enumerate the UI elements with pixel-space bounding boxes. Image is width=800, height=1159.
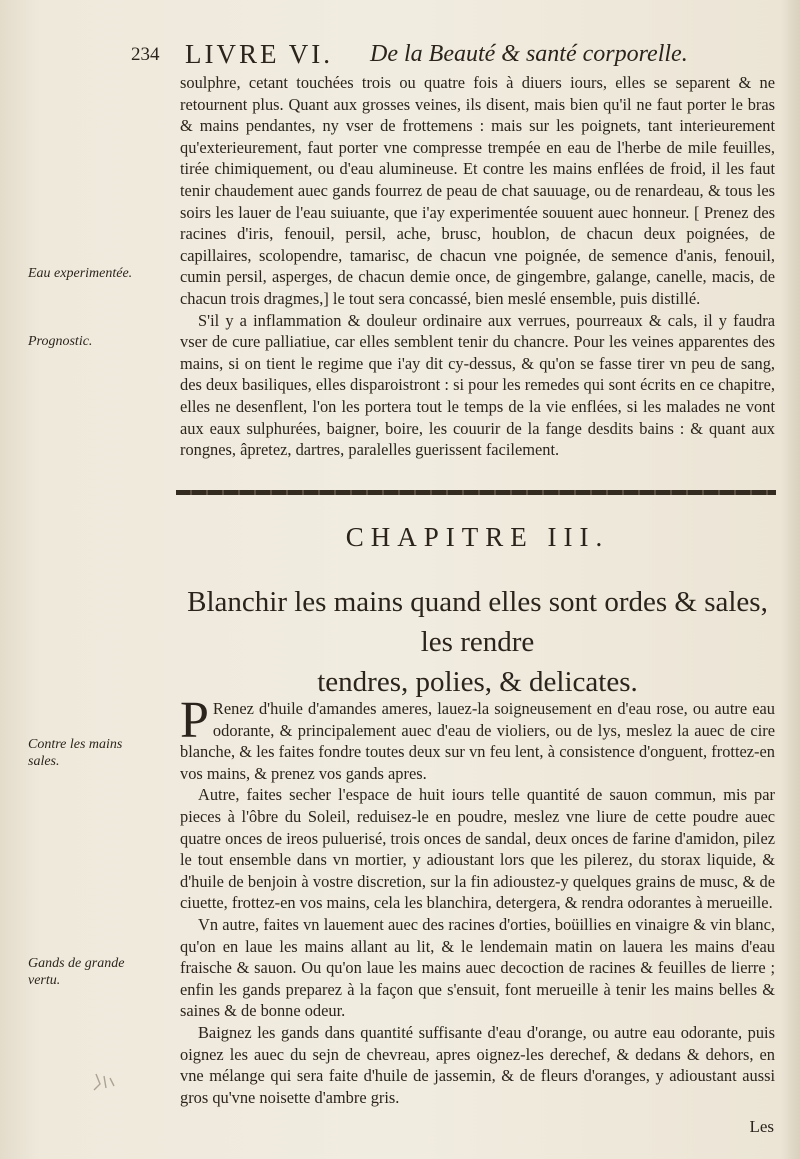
margin-note-eau: Eau experimentée. (28, 266, 133, 281)
chapter-heading: CHAPITRE III. (345, 522, 610, 552)
paragraph: Vn autre, faites vn lauement auec des racines d'orties, boüillies en vinaigre & vin blanc, qu'on en laue les mains allant au lit, & le lendemain matin on lauera les mains d'eau fraische & sauon. Ou qu'on laue les mains auec decoction de racines & feuilles de lierre ; enfin les gands preparez à la façon que s'ensuit, font merueille à tenir les mains belles & saines & de bonne odeur. (180, 914, 775, 1021)
top-text-block (180, 72, 775, 461)
chapter-title-line: Blanchir les mains quand elles sont ordes & sales, les rendre (187, 586, 768, 658)
paragraph: soulphre, cetant touchées trois ou quatre fois à diuers iours, elles se separent & ne retournent plus. Quant aux grosses veines, ils disent, mais bien qu'il ne faut porter le bras & mains pendantes, ny vser de frottemens : mais sur les poignets, tant interieurement qu'exterieurement, faut porter vne compresse trempée en eau de l'herbe de mile feuilles, tirée chimiquement, ou d'eau alumineuse. Et contre les mains enflées de froid, il les faut tenir chaudement auec gands fourrez de peau de chat sauuage, ou de renardeau, & tous les soirs les lauer de l'eau suiuante, que i'ay experimentée souuent auec honneur. [ Prenez des racines d'iris, fenouil, persil, ache, brusc, houblon, de chacun deux poignées, de capillaires, scolopendre, tamarisc, de chacun vne poignée, de semence d'anis, fenouil, cumin persil, asperges, de chacun demie once, de gingembre, galange, canelle, macis, de chacun trois dragmes,] le tout sera concassé, bien meslé ensemble, puis distillé. (180, 73, 775, 308)
book-label: LIVRE VI. (185, 39, 333, 69)
ornamental-rule (176, 490, 776, 495)
paragraph: Baignez les gands dans quantité suffisante d'eau d'orange, ou autre eau odorante, puis oignez les auec du sejn de chevreau, apres oignez-les derechef, & dedans & dehors, en vne mélange qui sera faite d'huile de jassemin, & de fleurs d'oranges, y adioustant aussi gros qu'vne noisette d'ambre gris. (180, 1022, 775, 1107)
margin-note-contre: Contre les mains sales. (28, 737, 123, 769)
paragraph-text: Renez d'huile d'amandes ameres, lauez-la soigneusement en d'eau rose, ou autre eau odorante, & principalement auec d'eau de violiers, ou de lys, meslez la auec de cire blanche, & les faites fondre toutes deux sur vn feu lent, à consistence d'onguent, frottez-en vos mains, & prenez vos gands apres. (180, 699, 775, 783)
running-title: De la Beauté & santé corporelle. (370, 41, 688, 67)
page-number: 234 (131, 44, 160, 65)
margin-note-gands: Gands de grande vertu. (28, 956, 125, 988)
ink-smudge-icon (90, 1070, 120, 1096)
catchword: Les (749, 1117, 774, 1136)
margin-note-prognostic: Prognostic. (28, 334, 93, 349)
paragraph: Autre, faites secher l'espace de huit iours telle quantité de sauon commun, mis par pieces à l'ôbre du Soleil, reduisez-le en poudre, meslez vne liure de cette poudre auec quatre onces de ireos puluerisé, trois onces de sandal, deux onces de farine d'amidon, pilez le tout ensemble dans vn mortier, y adioustant lors que les pilerez, du storax liquide, & d'huile de benjoin à vostre discretion, sur la fin adioustez-y quelques grains de musc, & de ciuette, frottez-en vos mains, cela les blanchira, detergera, & rendra odorantes à merueille. (180, 785, 775, 913)
paragraph-dropcap (180, 692, 775, 784)
paragraph: S'il y a inflammation & douleur ordinaire aux verrues, pourreaux & cals, il y faudra vser de cure palliatiue, car elles semblent tenir du chancre. Pour les veines apparentes des mains, si on tient le regime que i'ay dit cy-dessus, & qu'on se fasse tirer vn peu de sang, des deux basiliques, elles disparoistront : si pour les remedes qui sont écrits en ce chapitre, elles ne desenflent, l'on les portera tout le temps de la vie enflées, si les malades ne vont aux eaux sulphurées, baigner, boire, les couurir de la fange desdits bains : & quant aux rongnes, âpretez, dartres, paralelles guerissent facilement. (180, 310, 775, 460)
drop-capital: P (180, 692, 209, 749)
bottom-text-block (180, 692, 775, 1108)
chapter-title (180, 582, 775, 702)
running-header (125, 36, 775, 70)
chapter-title-line: tendres, polies, & delicates. (317, 666, 638, 698)
